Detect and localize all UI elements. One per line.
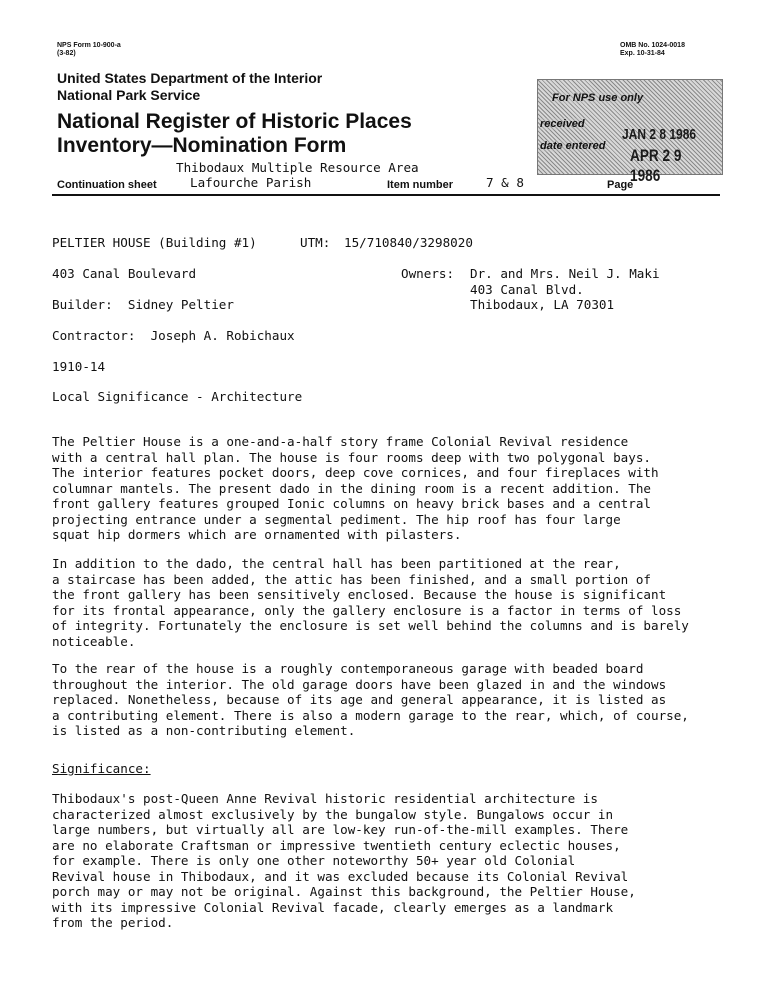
received-date-stamp: JAN 2 8 1986 (622, 126, 697, 143)
utm-value: 15/710840/3298020 (344, 235, 473, 250)
page-label: Page (607, 179, 634, 191)
continuation-sheet-label: Continuation sheet (57, 179, 157, 191)
description-paragraph-1: The Peltier House is a one-and-a-half story frame Colonial Revival residence with a central hall plan. The house is four rooms deep with two polygonal bays. The interior features pocket doors, deep cove cornices, and four fireplaces with columnar mantels. The present dado in the dining room is a recent addition. The front gallery features grouped Ionic columns on heavy brick bases and a central projecting entrance under a segmental pediment. The hip roof has four large squat hip dormers which are ornamented with pilasters. (52, 434, 659, 542)
item-number-label: Item number (387, 179, 454, 191)
service-name: National Park Service (57, 87, 201, 103)
omb-number: OMB No. 1024-0018 (620, 42, 685, 49)
nps-use-only-label: For NPS use only (552, 92, 644, 104)
property-address: 403 Canal Boulevard (52, 266, 197, 281)
builder-line: Builder: Sidney Peltier (52, 297, 234, 312)
form-number: NPS Form 10-900-a (57, 42, 121, 49)
owners-label: Owners: (401, 266, 455, 281)
description-paragraph-2: In addition to the dado, the central hall has been partitioned at the rear, a staircase has been added, the attic has been finished, and a small portion of the front gallery has been sensitively enclosed. Because the house is significant for its frontal appearance, only the gallery enclosure is a factor in terms of loss of integrity. Fortunately the enclosure is set well behind the columns and is barely noticeable. (52, 556, 689, 649)
significance-heading: Significance: (52, 761, 151, 776)
resource-area: Thibodaux Multiple Resource Area (176, 160, 419, 175)
owner-name: Dr. and Mrs. Neil J. Maki (470, 266, 660, 281)
department-name: United States Department of the Interior (57, 70, 323, 86)
contractor-line: Contractor: Joseph A. Robichaux (52, 328, 295, 343)
owner-city: Thibodaux, LA 70301 (470, 297, 615, 312)
form-title-line2: Inventory—Nomination Form (57, 134, 347, 157)
description-paragraph-3: To the rear of the house is a roughly contemporaneous garage with beaded board throughout the interior. The old garage doors have been glazed in and the windows replaced. Nonetheless, because of its age and general appearance, it is listed as a contributing element. There is also a modern garage to the rear, which, of course, is listed as a non-contributing element. (52, 661, 689, 738)
date-entered-label: date entered (540, 140, 606, 152)
expiration-date: Exp. 10-31-84 (620, 50, 665, 57)
owner-street: 403 Canal Blvd. (470, 282, 584, 297)
header-rule (52, 194, 720, 196)
entered-date-stamp: APR 2 9 1986 (630, 146, 682, 185)
parish-name: Lafourche Parish (190, 175, 312, 190)
item-number-value: 7 & 8 (486, 175, 524, 190)
construction-dates: 1910-14 (52, 359, 106, 374)
form-title-line1: National Register of Historic Places (57, 110, 412, 133)
significance-level: Local Significance - Architecture (52, 389, 303, 404)
significance-paragraph: Thibodaux's post-Queen Anne Revival historic residential architecture is characterized almost exclusively by the bungalow style. Bungalows occur in large numbers, but virtually all are low-key run-of-the-mill examples. There are no elaborate Craftsman or impressive twentieth century eclectic houses, for example. There is only one other noteworthy 50+ year old Colonial Revival house in Thibodaux, and it was excluded because its Colonial Revival porch may or may not be original. Against this background, the Peltier House, with its impressive Colonial Revival facade, clearly emerges as a landmark from the period. (52, 791, 636, 930)
received-label: received (540, 118, 585, 130)
form-date: (3-82) (57, 50, 76, 57)
utm-label: UTM: (300, 235, 331, 250)
property-name: PELTIER HOUSE (Building #1) (52, 235, 257, 250)
